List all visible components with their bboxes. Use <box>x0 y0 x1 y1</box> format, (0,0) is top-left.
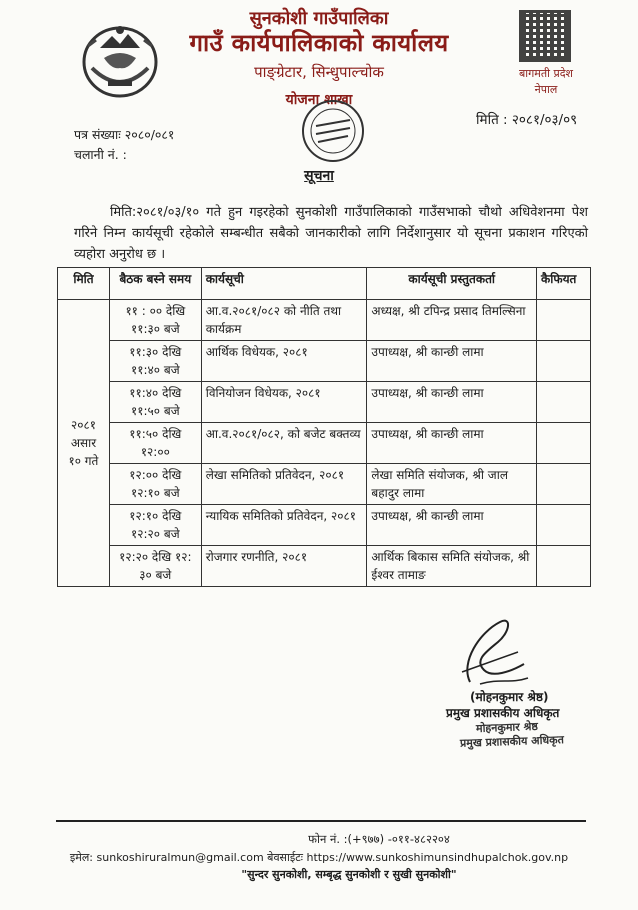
header-time: बैठक बस्ने समय <box>109 268 201 300</box>
agenda-cell: विनियोजन विधेयक, २०८१ <box>201 382 367 423</box>
reference-number: पत्र संख्याः २०८०/०८१ <box>74 127 175 142</box>
remarks-cell <box>537 505 591 546</box>
time-cell <box>109 505 201 546</box>
dispatch-number: चलानी नं. : <box>74 147 127 162</box>
time-end: १२:२० बजे <box>131 527 180 541</box>
time-start: १२:१० देखि <box>129 509 182 523</box>
time-cell <box>109 423 201 464</box>
agenda-cell: आ.व.२०८१/०८२ को नीति तथा कार्यक्रम <box>201 300 367 341</box>
agenda-cell: आर्थिक विधेयक, २०८१ <box>201 341 367 382</box>
table-row <box>58 546 591 587</box>
time-start: ११:४० देखि <box>129 386 182 400</box>
time-end: ३० बजे <box>139 568 172 582</box>
country-label: नेपाल <box>534 83 558 96</box>
remarks-cell <box>537 382 591 423</box>
agenda-cell: आ.व.२०८१/०८२, को बजेट बक्तव्य <box>201 423 367 464</box>
header-date: मिति <box>58 268 110 300</box>
remarks-cell <box>537 546 591 587</box>
remarks-cell <box>537 464 591 505</box>
presenter-cell: उपाध्यक्ष, श्री कान्छी लामा <box>367 505 537 546</box>
header-remarks: कैफियत <box>537 268 591 300</box>
municipality-name: सुनकोशी गाउँपालिका <box>249 8 389 29</box>
remarks-cell <box>537 341 591 382</box>
section-name: योजना शाखा <box>285 92 353 108</box>
presenter-cell: लेखा समिति संयोजक, श्री जाल बहादुर लामा <box>367 464 537 505</box>
footer-phone: फोन नं. :(+९७७) -०११-४८२२०४ <box>308 832 450 846</box>
signatory-name: (मोहनकुमार श्रेष्ठ) <box>470 690 549 704</box>
table-row <box>58 382 591 423</box>
meeting-date-year: २०८१ <box>70 418 96 432</box>
table-row <box>58 505 591 546</box>
signatory-stamp-name: मोहनकुमार श्रेष्ठ <box>475 719 539 736</box>
footer-motto: "सुन्दर सुनकोशी, सम्बृद्ध सुनकोशी र सुखी सुनकोशी" <box>241 868 457 881</box>
header-agenda: कार्यसूची <box>201 268 367 300</box>
province-label: बागमती प्रदेश <box>518 67 574 80</box>
time-cell <box>109 464 201 505</box>
time-end: ११:४० बजे <box>131 363 180 377</box>
signature-icon <box>440 612 540 692</box>
time-end: ११:५० बजे <box>131 404 180 418</box>
time-cell <box>109 382 201 423</box>
time-start: ११ : ०० देखि <box>125 304 186 318</box>
remarks-cell <box>537 300 591 341</box>
presenter-cell: उपाध्यक्ष, श्री कान्छी लामा <box>367 382 537 423</box>
time-end: १२:१० बजे <box>131 486 180 500</box>
time-cell <box>109 300 201 341</box>
table-row <box>58 464 591 505</box>
notice-title: सूचना <box>304 168 334 184</box>
time-cell <box>109 341 201 382</box>
remarks-cell <box>537 423 591 464</box>
agenda-cell: रोजगार रणनीति, २०८१ <box>201 546 367 587</box>
agenda-cell: न्यायिक समितिको प्रतिवेदन, २०८१ <box>201 505 367 546</box>
header-presenter: कार्यसूची प्रस्तुतकर्ता <box>367 268 537 300</box>
signatory-stamp-role: प्रमुख प्रशासकीय अधिकृत <box>459 733 565 750</box>
time-cell <box>109 546 201 587</box>
meeting-date-cell <box>58 300 110 587</box>
office-address: पाङ्ग्रेटार, सिन्धुपाल्चोक <box>254 63 384 81</box>
time-end: ११:३० बजे <box>131 322 180 336</box>
presenter-cell: आर्थिक बिकास समिति संयोजक, श्री ईश्वर तामाङ <box>367 546 537 587</box>
table-row <box>58 423 591 464</box>
office-title: गाउँ कार्यपालिकाको कार्यालय <box>189 29 449 57</box>
time-start: ११:३० देखि <box>129 345 182 359</box>
qr-code-icon <box>519 10 571 62</box>
presenter-cell: अध्यक्ष, श्री टपिन्द्र प्रसाद तिमल्सिना <box>367 300 537 341</box>
meeting-date-day: १० गते <box>68 454 99 468</box>
time-start: १२:२० देखि १२: <box>119 550 192 564</box>
meeting-date-month: असार <box>70 436 97 450</box>
time-start: १२:०० देखि <box>129 468 182 482</box>
time-start: ११:५० देखि <box>129 427 182 441</box>
office-stamp-icon <box>298 96 368 166</box>
letter-date: मिति : २०८१/०३/०९ <box>476 112 578 128</box>
footer-email-website: इमेल: sunkoshiruralmun@gmail.com बेवसाईटः https://www.sunkoshimunsindhupalchok.gov.np <box>69 851 569 864</box>
notice-body: मिति:२०८१/०३/१० गते हुन गइरहेको सुनकोशी गाउँपालिकाको गाउँसभाको चौथो अधिवेशनमा पेश गरिने निम्न कार्यसूची रहेकोले सम्बन्धीत सबैको जानकारीको लागि निर्देशानुसार यो सूचना प्रकाशन गरिएको व्यहोरा अनुरोध छ । <box>74 205 588 262</box>
footer-divider <box>56 820 586 822</box>
agenda-table <box>57 267 591 587</box>
agenda-cell: लेखा समितिको प्रतिवेदन, २०८१ <box>201 464 367 505</box>
table-row <box>58 300 591 341</box>
table-header-row <box>58 268 591 300</box>
table-row <box>58 341 591 382</box>
presenter-cell: उपाध्यक्ष, श्री कान्छी लामा <box>367 341 537 382</box>
presenter-cell: उपाध्यक्ष, श्री कान्छी लामा <box>367 423 537 464</box>
signatory-role: प्रमुख प्रशासकीय अधिकृत <box>446 706 560 720</box>
time-end: १२:०० <box>140 445 170 459</box>
